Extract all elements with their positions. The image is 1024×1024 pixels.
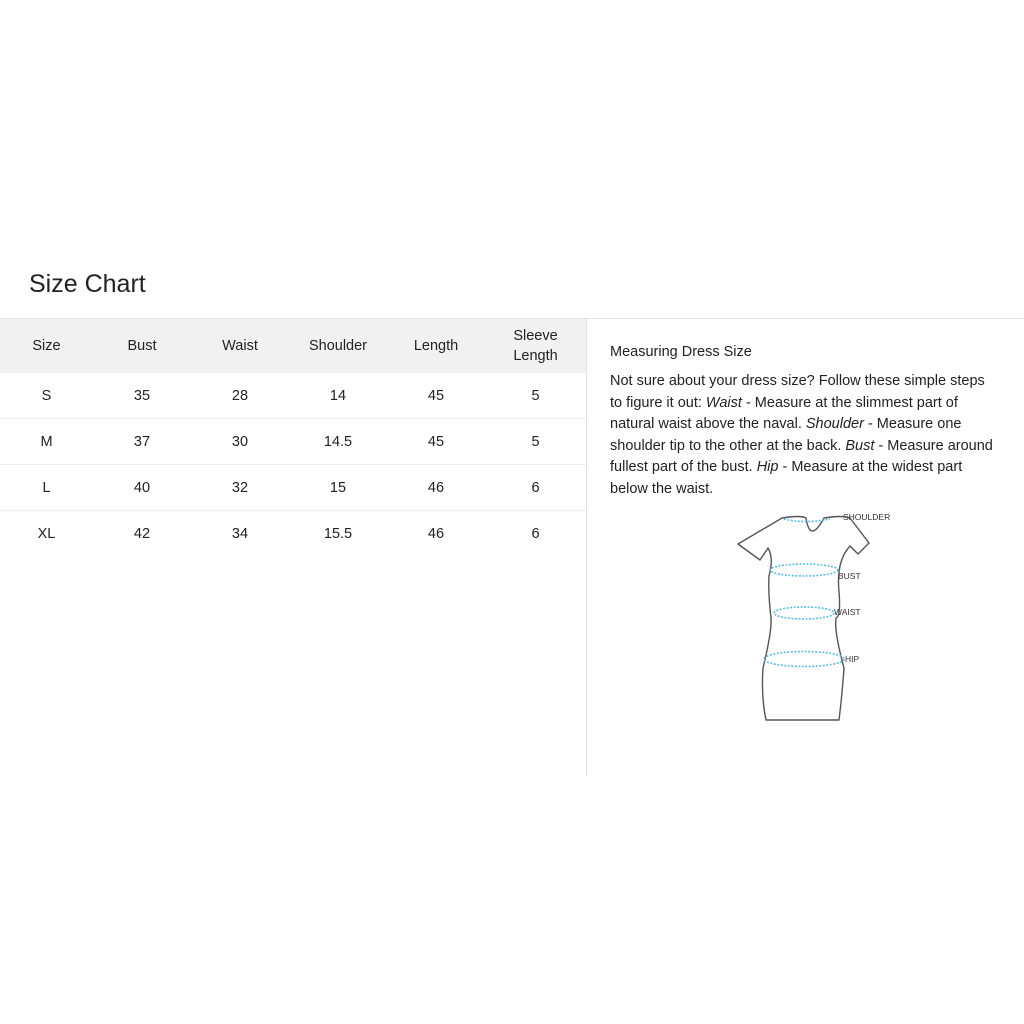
cell-size: L: [0, 465, 93, 511]
step-waist-text: - Measure at the slimmest part of natural waist above the naval.: [610, 394, 958, 432]
cell-shoulder: 15.5: [323, 525, 353, 542]
cell-waist: 34: [231, 525, 249, 542]
term-waist: Waist: [705, 394, 742, 411]
term-bust: Bust: [845, 437, 875, 454]
header-bust: Bust: [93, 319, 191, 373]
cell-sleeve-length: 6: [485, 465, 586, 511]
cell-length: 45: [387, 373, 485, 419]
cell-length: 46: [427, 525, 445, 542]
cell-size: S: [0, 373, 93, 419]
label-waist: WAIST: [834, 607, 861, 617]
table-header-row: [0, 319, 586, 373]
guide-text: [610, 371, 1000, 500]
cell-sleeve-length: 5: [485, 373, 586, 419]
cell-shoulder: 15: [289, 465, 387, 511]
step-shoulder-text: - Measure one shoulder tip to the other at the back.: [610, 416, 962, 454]
label-hip: HIP: [845, 654, 860, 664]
cell-bust: 37: [93, 419, 191, 465]
header-shoulder: Shoulder: [289, 319, 387, 373]
term-hip: Hip: [756, 459, 779, 475]
cell-shoulder: 14.5: [289, 419, 387, 465]
cell-shoulder: 14: [289, 373, 387, 419]
label-shoulder: SHOULDER: [843, 512, 891, 522]
cell-bust: 42: [133, 525, 151, 542]
cell-bust: 35: [93, 373, 191, 419]
table-row: [0, 465, 586, 511]
label-bust: BUST: [838, 571, 861, 581]
cell-waist: 28: [191, 373, 289, 419]
page-title: Size Chart: [29, 270, 146, 298]
cell-length: 46: [387, 465, 485, 511]
column-divider: [586, 319, 587, 776]
step-bust-text: - Measure around fullest part of the bust.: [610, 437, 993, 475]
table-row: [0, 373, 586, 419]
guide-heading: Measuring Dress Size: [610, 344, 752, 360]
header-sleeve-length: Sleeve Length: [485, 319, 586, 373]
term-shoulder: Shoulder: [805, 416, 864, 432]
cell-size: M: [0, 419, 93, 465]
table-row: [0, 419, 586, 465]
cell-waist: 32: [191, 465, 289, 511]
header-size: Size: [0, 319, 93, 373]
cell-waist: 30: [191, 419, 289, 465]
cell-length: 45: [387, 419, 485, 465]
dress-measurement-diagram: [726, 506, 896, 726]
measuring-guide: [610, 342, 1000, 500]
header-length: Length: [387, 319, 485, 373]
cell-sleeve-length: 5: [485, 419, 586, 465]
header-waist: Waist: [191, 319, 289, 373]
table-row: [0, 511, 586, 557]
step-hip-text: - Measure at the widest part below the waist.: [610, 459, 963, 497]
size-table: [0, 319, 586, 556]
cell-size: XL: [37, 525, 56, 542]
cell-sleeve-length: 6: [531, 525, 540, 542]
guide-intro: Not sure about your dress size? Follow these simple steps to figure it out:: [610, 373, 985, 411]
cell-bust: 40: [93, 465, 191, 511]
